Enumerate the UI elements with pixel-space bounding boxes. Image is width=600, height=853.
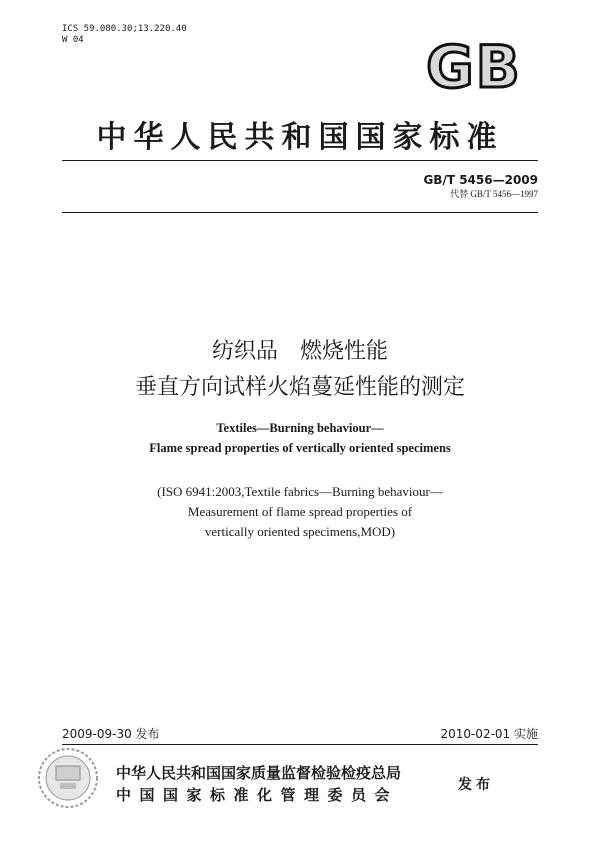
issuer-line1: 中华人民共和国国家质量监督检验检疫总局: [116, 764, 402, 782]
ccs-code: W 04: [62, 35, 84, 45]
seal-stamp: [36, 746, 100, 810]
standard-category-title: 中华人民共和国国家标准: [96, 120, 504, 155]
top-divider: [62, 160, 538, 161]
chinese-title-line1: 纺织品 燃烧性能: [211, 339, 388, 364]
iso-reference-line3: vertically oriented specimens,MOD): [204, 524, 396, 539]
iso-reference-line1: (ISO 6941:2003,Textile fabrics—Burning behaviour—: [157, 484, 443, 499]
standard-number-block: [423, 172, 538, 200]
footer-divider: [62, 744, 538, 745]
issuing-authorities: [116, 762, 401, 806]
issuer-line2: 中国国家标准化管理委员会: [116, 786, 399, 804]
publish-label: 发布: [458, 777, 494, 793]
implementation-date: 2010-02-01 实施: [440, 727, 538, 741]
ics-classification: [62, 24, 187, 46]
standard-number: GB/T 5456—2009: [423, 173, 538, 187]
header-divider: [62, 212, 538, 213]
replaces-note: 代替 GB/T 5456—1997: [450, 189, 538, 199]
gb-logo-text: GB: [426, 40, 522, 92]
gb-logo: [418, 40, 530, 92]
chinese-title-line2: 垂直方向试样火焰蔓延性能的测定: [134, 375, 465, 400]
ics-code: ICS 59.080.30;13.220.40: [62, 24, 187, 34]
issue-date: 2009-09-30 发布: [62, 727, 160, 741]
english-title-line1: Textiles—Burning behaviour—: [216, 421, 384, 435]
english-title-line2: Flame spread properties of vertically oriented specimens: [149, 441, 451, 455]
iso-reference-line2: Measurement of flame spread properties of: [187, 504, 413, 519]
